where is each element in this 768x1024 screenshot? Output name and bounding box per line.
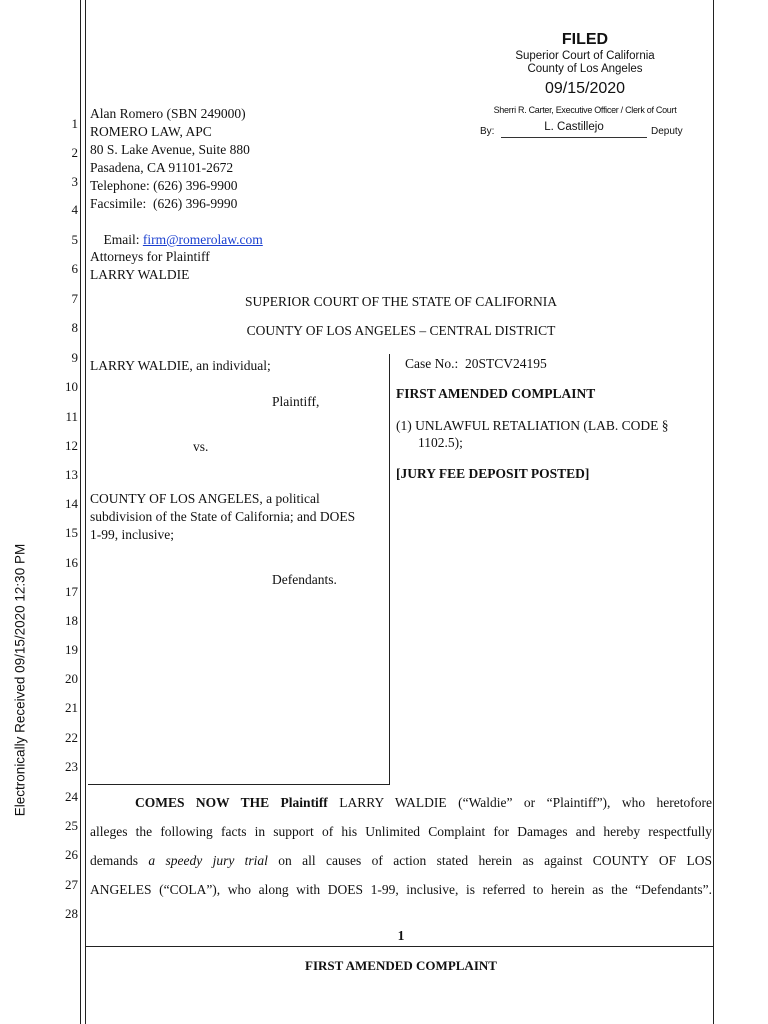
- case-number-label: Case No.:: [405, 356, 459, 371]
- plaintiff-role: Plaintiff,: [272, 394, 320, 409]
- line-number: 4: [71, 202, 78, 217]
- line-number: 6: [71, 261, 78, 276]
- email-label: Email:: [103, 232, 143, 247]
- line-number: 27: [65, 877, 78, 892]
- filed-county: County of Los Angeles: [527, 63, 643, 75]
- defendant-role: Defendants.: [272, 572, 337, 587]
- filed-deputy-label: Deputy: [651, 126, 683, 137]
- paragraph-line-1: COMES NOW THE Plaintiff LARRY WALDIE (“Waldie” or “Plaintiff”), who heretofore: [135, 795, 712, 810]
- footer-title: FIRST AMENDED COMPLAINT: [305, 958, 497, 973]
- jury-fee-notice: [JURY FEE DEPOSIT POSTED]: [396, 466, 590, 481]
- line-number: 9: [71, 350, 78, 365]
- line-number: 2: [71, 145, 78, 160]
- defendant-line-1: COUNTY OF LOS ANGELES, a political: [90, 491, 320, 506]
- line-number: 21: [65, 700, 78, 715]
- line-number: 17: [65, 584, 78, 599]
- line-number: 15: [65, 525, 78, 540]
- paragraph-line-2: alleges the following facts in support of his Unlimited Complaint for Damages and hereby respectfully: [90, 824, 712, 839]
- line-number: 3: [71, 174, 78, 189]
- versus: vs.: [193, 439, 209, 454]
- line-number: 14: [65, 496, 78, 511]
- line-number: 28: [65, 906, 78, 921]
- defendant-line-3: 1-99, inclusive;: [90, 527, 174, 542]
- line-number: 16: [65, 555, 78, 570]
- attorney-street: 80 S. Lake Avenue, Suite 880: [90, 142, 250, 157]
- line-number: 23: [65, 759, 78, 774]
- attorney-facsimile: Facsimile: (626) 396-9990: [90, 196, 238, 211]
- defendant-line-2: subdivision of the State of California; and DOES: [90, 509, 356, 524]
- attorney-name: Alan Romero (SBN 249000): [90, 106, 246, 121]
- line-number: 5: [71, 232, 78, 247]
- line-number: 13: [65, 467, 78, 482]
- line-number: 24: [65, 789, 78, 804]
- filed-officer: Sherri R. Carter, Executive Officer / Clerk of Court: [493, 105, 677, 115]
- line-number: 26: [65, 847, 78, 862]
- electronic-receipt-text: Electronically Received 09/15/2020 12:30 PM: [12, 543, 28, 817]
- filed-signature-line: [501, 137, 647, 138]
- filed-title: FILED: [561, 31, 609, 48]
- filed-date: 09/15/2020: [544, 80, 626, 97]
- paragraph-lead: COMES NOW THE Plaintiff: [135, 795, 328, 810]
- right-margin-rule: [713, 0, 714, 1024]
- case-number: 20STCV24195: [465, 356, 547, 371]
- court-county: COUNTY OF LOS ANGELES – CENTRAL DISTRICT: [246, 323, 556, 338]
- filed-clerk: L. Castillejo: [544, 121, 604, 133]
- case-number-line: [405, 355, 547, 373]
- attorneys-for: Attorneys for Plaintiff: [90, 249, 210, 264]
- footer-rule: [86, 946, 714, 947]
- line-number: 19: [65, 642, 78, 657]
- attorney-city: Pasadena, CA 91101-2672: [90, 160, 234, 175]
- cause-of-action-1: (1) UNLAWFUL RETALIATION (LAB. CODE §: [396, 418, 669, 433]
- line-number: 18: [65, 613, 78, 628]
- opening-paragraph: [90, 788, 712, 904]
- paragraph-line-3: demands a speedy jury trial on all causes of action stated herein as against COUNTY OF LOS: [90, 853, 712, 868]
- filed-court: Superior Court of California: [515, 50, 655, 62]
- plaintiff-name: LARRY WALDIE, an individual;: [90, 358, 271, 373]
- line-number: 12: [65, 438, 78, 453]
- line-number: 20: [65, 671, 78, 686]
- court-name: SUPERIOR COURT OF THE STATE OF CALIFORNIA: [245, 294, 557, 309]
- email-link[interactable]: firm@romerolaw.com: [142, 232, 263, 247]
- cause-of-action-1-cont: 1102.5);: [418, 435, 463, 450]
- page-number: 1: [397, 928, 405, 943]
- line-number: 8: [71, 320, 78, 335]
- line-number: 7: [71, 291, 78, 306]
- line-number: 10: [65, 379, 78, 394]
- line-number: 22: [65, 730, 78, 745]
- left-margin-rule-outer: [80, 0, 81, 1024]
- filed-by-label: By:: [480, 126, 495, 137]
- client-name: LARRY WALDIE: [90, 267, 190, 282]
- left-margin-rule-inner: [85, 0, 86, 1024]
- line-number: 25: [65, 818, 78, 833]
- caption-divider-vertical: [389, 354, 390, 785]
- line-number: 11: [65, 409, 78, 424]
- paragraph-line-4: ANGELES (“COLA”), who along with DOES 1-99, inclusive, is referred to herein as the “Defendants”.: [90, 882, 712, 897]
- line-number: 1: [71, 116, 78, 131]
- speedy-jury-trial: a speedy jury trial: [148, 853, 268, 868]
- attorney-firm: ROMERO LAW, APC: [90, 124, 212, 139]
- attorney-telephone: Telephone: (626) 396-9900: [90, 178, 238, 193]
- document-title: FIRST AMENDED COMPLAINT: [396, 386, 596, 401]
- caption-bottom-rule: [88, 784, 390, 785]
